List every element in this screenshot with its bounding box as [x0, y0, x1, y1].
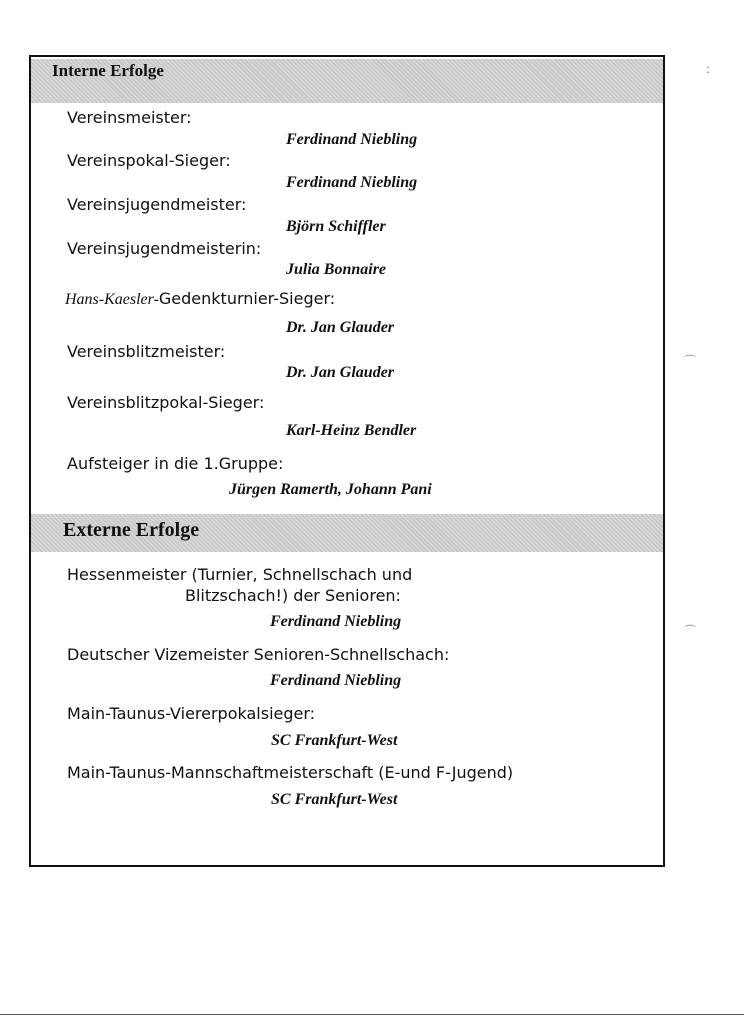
external-section-header: [31, 514, 663, 552]
entry-winner-mannschaftmeisterschaft: SC Frankfurt-West: [271, 791, 398, 808]
entry-label-mannschaftmeisterschaft: Main-Taunus-Mannschaftmeisterschaft (E-und F-Jugend): [67, 763, 514, 782]
entry-label-vereinsjugendmeister: Vereinsjugendmeister:: [67, 195, 247, 214]
entry-label-hessenmeister-line2: Blitzschach!) der Senioren:: [185, 586, 401, 605]
entry-label-vereinsblitzpokal: Vereinsblitzpokal-Sieger:: [67, 393, 265, 412]
entry-label-vereinsblitzmeister: Vereinsblitzmeister:: [67, 342, 226, 361]
scan-mark: ⌒: [684, 354, 697, 368]
scan-mark: ⌒: [684, 624, 697, 638]
entry-label-vizemeister: Deutscher Vizemeister Senioren-Schnellschach:: [67, 645, 450, 664]
page-bottom-rule: [0, 1014, 744, 1015]
entry-label-vereinspokal: Vereinspokal-Sieger:: [67, 151, 231, 170]
hans-kaesler-prefix: Hans-Kaesler-: [65, 291, 159, 308]
entry-winner-gedenkturnier: Dr. Jan Glauder: [286, 319, 395, 336]
internal-section-header: [31, 59, 663, 103]
internal-section-title: Interne Erfolge: [52, 61, 164, 80]
entry-label-vereinsmeister: Vereinsmeister:: [67, 108, 192, 127]
entry-winner-vereinspokal: Ferdinand Niebling: [286, 174, 418, 191]
entry-label-aufsteiger: Aufsteiger in die 1.Gruppe:: [67, 454, 284, 473]
entry-winner-vizemeister: Ferdinand Niebling: [270, 672, 402, 689]
entry-winner-viererpokal: SC Frankfurt-West: [271, 732, 398, 749]
honors-box: [29, 55, 665, 867]
external-section-title: Externe Erfolge: [63, 519, 200, 541]
entry-winner-vereinsjugendmeister: Björn Schiffler: [286, 218, 386, 235]
entry-winner-vereinsmeister: Ferdinand Niebling: [286, 131, 418, 148]
entry-winner-vereinsblitzpokal: Karl-Heinz Bendler: [286, 422, 417, 439]
entry-winner-vereinsjugendmeisterin: Julia Bonnaire: [286, 261, 387, 278]
gedenkturnier-label: Gedenkturnier-Sieger:: [158, 289, 336, 308]
scan-mark: :: [706, 62, 711, 76]
entry-winner-vereinsblitzmeister: Dr. Jan Glauder: [286, 364, 395, 381]
entry-label-vereinsjugendmeisterin: Vereinsjugendmeisterin:: [67, 239, 262, 258]
entry-winner-aufsteiger: Jürgen Ramerth, Johann Pani: [229, 481, 432, 498]
entry-label-gedenkturnier: [65, 289, 335, 309]
entry-label-viererpokal: Main-Taunus-Viererpokalsieger:: [67, 704, 316, 723]
entry-winner-hessenmeister: Ferdinand Niebling: [270, 613, 402, 630]
entry-label-hessenmeister-line1: Hessenmeister (Turnier, Schnellschach und: [67, 565, 413, 584]
